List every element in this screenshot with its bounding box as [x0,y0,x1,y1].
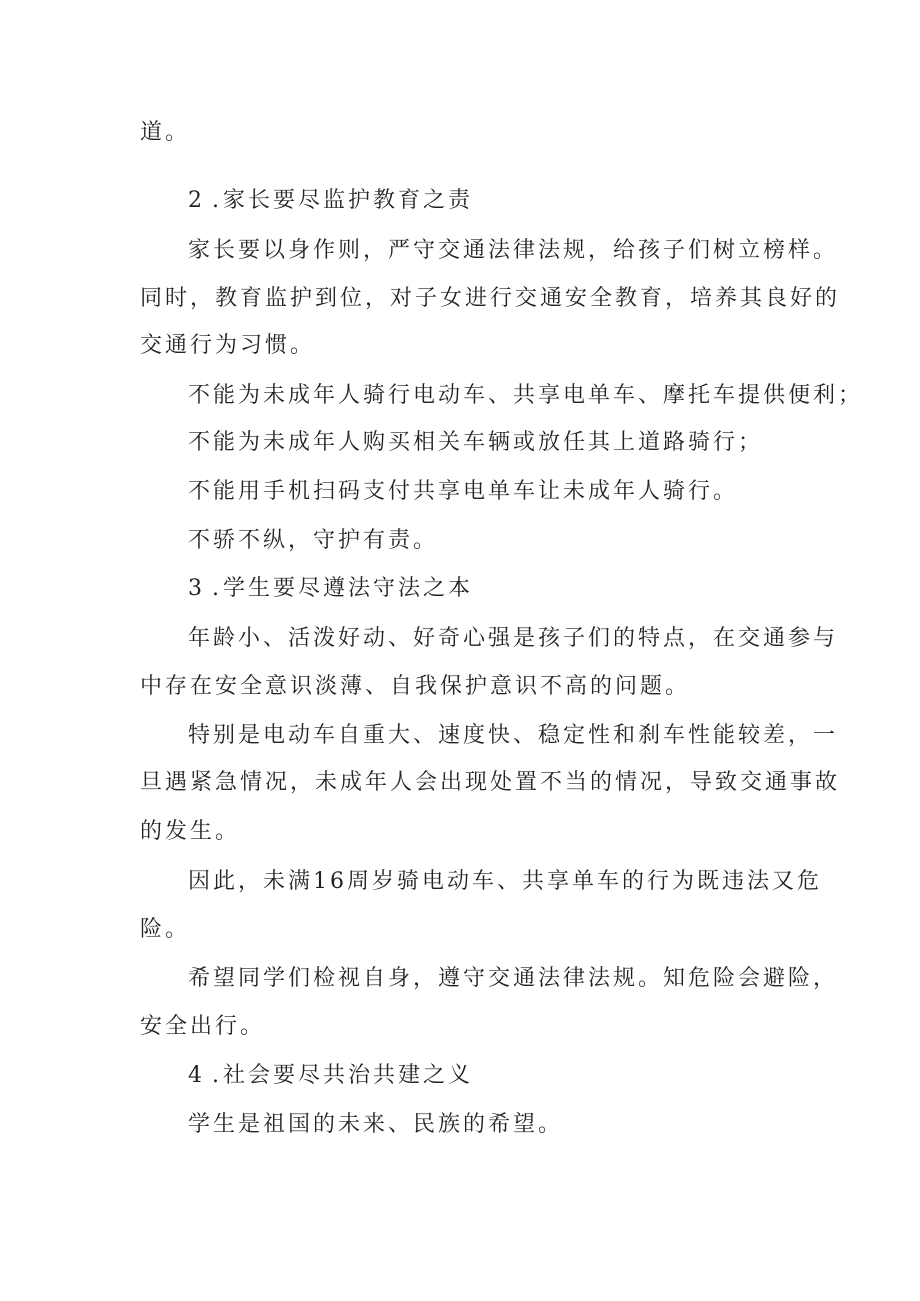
paragraph-line: 不骄不纵，守护有责。 [188,528,439,553]
paragraph-line: 不能为未成年人购买相关车辆或放任其上道路骑行； [188,430,764,455]
paragraph-line: 家长要以身作则，严守交通法律法规，给孩子们树立榜样。 [188,238,839,263]
paragraph-line: 中存在安全意识淡薄、自我保护意识不高的问题。 [140,674,691,699]
paragraph-line: 特别是电动车自重大、速度快、稳定性和刹车性能较差，一 [188,723,839,748]
paragraph-line: 险。 [140,917,191,942]
paragraph-line: 年龄小、活泼好动、好奇心强是孩子们的特点，在交通参与 [188,626,839,651]
section-heading: 2 . 家长要尽监护教育之责 [188,188,474,213]
paragraph-line: 道。 [140,120,191,145]
section-heading: 3 . 学生要尽遵法守法之本 [188,576,474,601]
paragraph-line: 旦遇紧急情况，未成年人会出现处置不当的情况，导致交通事故 [140,770,841,795]
paragraph-line: 的发生。 [140,819,241,844]
heading-number: 2 [188,188,202,213]
paragraph-line: 安全出行。 [140,1014,266,1039]
paragraph-line: 不能为未成年人骑行电动车、共享电单车、摩托车提供便利； [188,383,864,408]
heading-text: 学生要尽遵法守法之本 [223,576,474,601]
paragraph-line: 不能用手机扫码支付共享电单车让未成年人骑行。 [188,479,739,504]
paragraph-line: 学生是祖国的未来、民族的希望。 [188,1112,564,1137]
paragraph-line: 交通行为习惯。 [140,333,316,358]
section-heading: 4 . 社会要尽共治共建之义 [188,1063,474,1088]
heading-text: 家长要尽监护教育之责 [223,188,474,213]
heading-text: 社会要尽共治共建之义 [223,1063,474,1088]
heading-number: 3 [188,576,202,601]
paragraph-line: 同时，教育监护到位，对子女进行交通安全教育，培养其良好的 [140,286,841,311]
paragraph-line: 希望同学们检视自身，遵守交通法律法规。知危险会避险， [188,966,839,991]
heading-number: 4 [188,1063,202,1088]
paragraph-line: 因此，未满16周岁骑电动车、共享单车的行为既违法又危 [188,869,822,894]
